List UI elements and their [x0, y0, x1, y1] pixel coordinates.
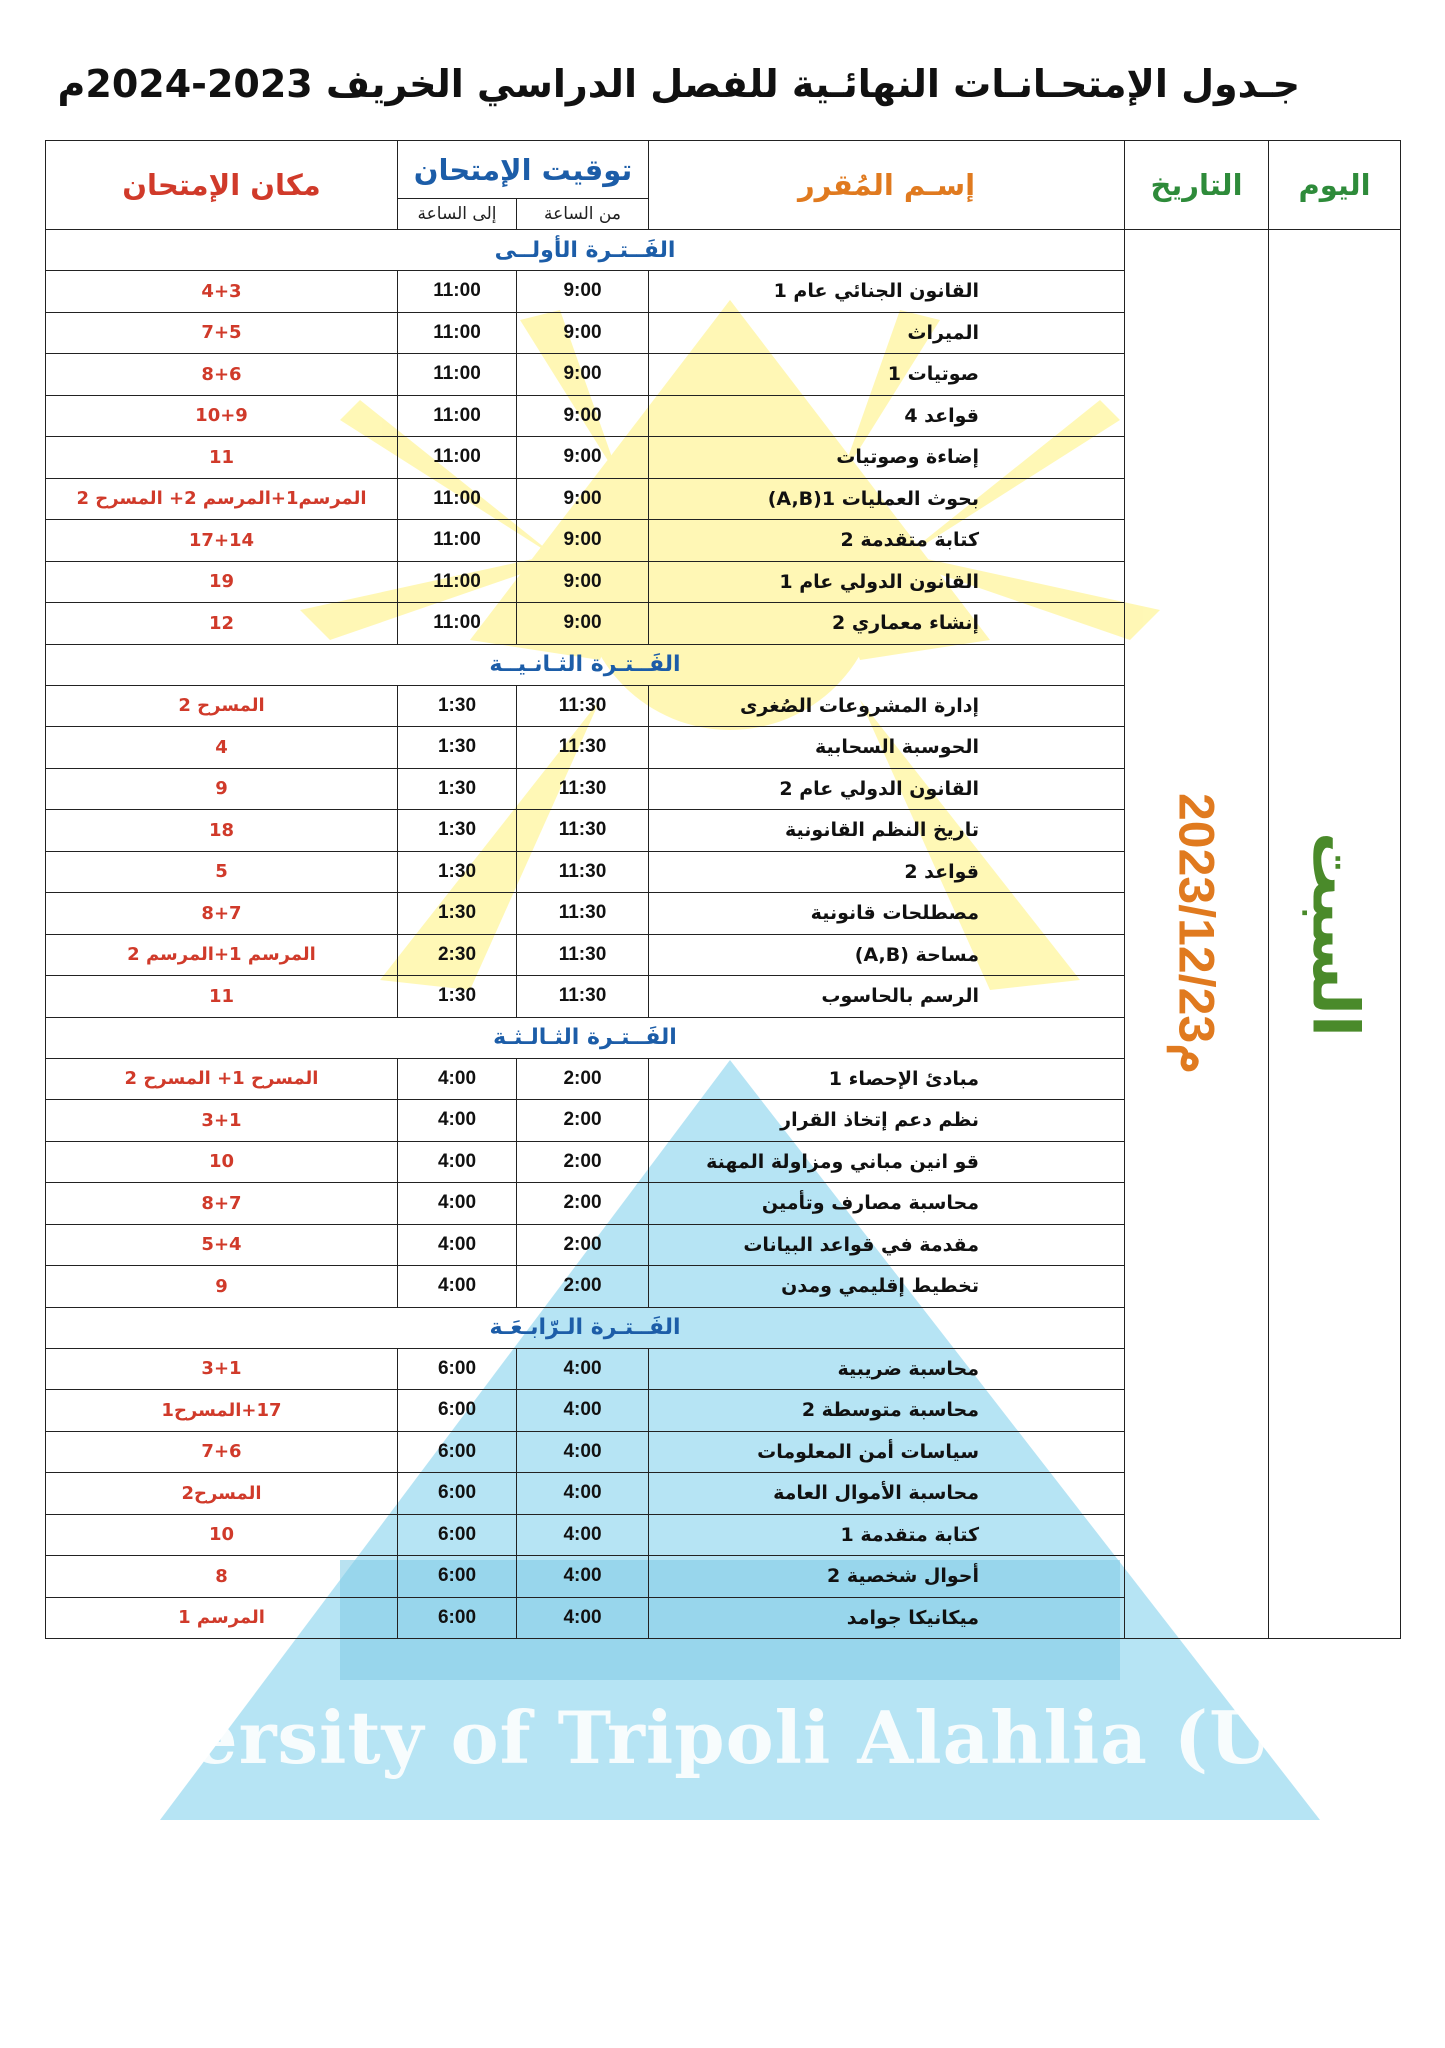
time-to-cell: 11:00: [398, 561, 517, 603]
time-to-cell: 11:00: [398, 437, 517, 479]
time-from-cell: 11:30: [517, 893, 649, 935]
time-from-cell: 2:00: [517, 1266, 649, 1308]
course-cell: الرسم بالحاسوب: [649, 976, 1125, 1018]
day-value: السبت: [1297, 831, 1372, 1037]
place-cell: 11: [46, 976, 398, 1018]
time-to-cell: 11:00: [398, 603, 517, 645]
place-cell: 8+7: [46, 893, 398, 935]
place-cell: المرسم1+المرسم 2+ المسرح 2: [46, 478, 398, 520]
place-cell: 18: [46, 810, 398, 852]
place-cell: 9: [46, 768, 398, 810]
time-from-cell: 9:00: [517, 520, 649, 562]
time-from-cell: 2:00: [517, 1224, 649, 1266]
time-to-cell: 1:30: [398, 685, 517, 727]
time-from-cell: 4:00: [517, 1390, 649, 1432]
course-cell: القانون الدولي عام 2: [649, 768, 1125, 810]
time-from-cell: 11:30: [517, 768, 649, 810]
course-cell: كتابة متقدمة 2: [649, 520, 1125, 562]
time-to-cell: 4:00: [398, 1100, 517, 1142]
date-value: 2023/12/23م: [1168, 793, 1225, 1075]
place-cell: 8: [46, 1556, 398, 1598]
time-from-cell: 9:00: [517, 603, 649, 645]
period-label: [46, 1307, 1125, 1348]
place-cell: 10: [46, 1514, 398, 1556]
time-to-cell: 6:00: [398, 1390, 517, 1432]
period-label-text: الفَــتـرة الـرّابـعَـة: [489, 1315, 681, 1340]
place-cell: 5+4: [46, 1224, 398, 1266]
time-from-cell: 11:30: [517, 976, 649, 1018]
date-cell: [1125, 230, 1269, 1639]
time-to-cell: 4:00: [398, 1141, 517, 1183]
time-to-cell: 4:00: [398, 1058, 517, 1100]
time-to-cell: 1:30: [398, 768, 517, 810]
course-cell: مساحة (A,B): [649, 934, 1125, 976]
time-from-cell: 2:00: [517, 1141, 649, 1183]
header-time: توقيت الإمتحان: [398, 141, 649, 199]
place-cell: 3+1: [46, 1100, 398, 1142]
header-from: من الساعة: [517, 199, 649, 230]
place-cell: 12: [46, 603, 398, 645]
time-to-cell: 11:00: [398, 354, 517, 396]
period-label: [46, 1017, 1125, 1058]
course-cell: قواعد 2: [649, 851, 1125, 893]
course-cell: محاسبة الأموال العامة: [649, 1473, 1125, 1515]
place-cell: 8+7: [46, 1183, 398, 1225]
time-from-cell: 4:00: [517, 1556, 649, 1598]
header-course: إسـم المُقرر: [649, 141, 1125, 230]
course-cell: الميراث: [649, 312, 1125, 354]
time-from-cell: 11:30: [517, 727, 649, 769]
place-cell: 11: [46, 437, 398, 479]
time-from-cell: 2:00: [517, 1058, 649, 1100]
period-label-text: الفَــتـرة الأولــى: [494, 237, 676, 263]
time-from-cell: 11:30: [517, 934, 649, 976]
course-cell: نظم دعم إتخاذ القرار: [649, 1100, 1125, 1142]
place-cell: المرسم 1+المرسم 2: [46, 934, 398, 976]
course-cell: تخطيط إقليمي ومدن: [649, 1266, 1125, 1308]
exam-schedule-table: [45, 140, 1401, 1639]
course-cell: قواعد 4: [649, 395, 1125, 437]
period-row: [46, 230, 1401, 271]
course-cell: بحوث العمليات 1(A,B): [649, 478, 1125, 520]
time-to-cell: 11:00: [398, 478, 517, 520]
place-cell: 9: [46, 1266, 398, 1308]
place-cell: 17+14: [46, 520, 398, 562]
course-cell: إضاءة وصوتيات: [649, 437, 1125, 479]
course-cell: مصطلحات قانونية: [649, 893, 1125, 935]
time-from-cell: 2:00: [517, 1183, 649, 1225]
course-cell: ميكانيكا جوامد: [649, 1597, 1125, 1639]
time-to-cell: 6:00: [398, 1597, 517, 1639]
time-to-cell: 1:30: [398, 851, 517, 893]
time-to-cell: 1:30: [398, 810, 517, 852]
time-from-cell: 4:00: [517, 1597, 649, 1639]
course-cell: القانون الدولي عام 1: [649, 561, 1125, 603]
time-to-cell: 4:00: [398, 1266, 517, 1308]
time-to-cell: 4:00: [398, 1224, 517, 1266]
time-to-cell: 6:00: [398, 1514, 517, 1556]
time-to-cell: 11:00: [398, 271, 517, 313]
place-cell: المسرح 1+ المسرح 2: [46, 1058, 398, 1100]
period-label: [46, 644, 1125, 685]
place-cell: 8+6: [46, 354, 398, 396]
course-cell: كتابة متقدمة 1: [649, 1514, 1125, 1556]
place-cell: المرسم 1: [46, 1597, 398, 1639]
place-cell: 3+1: [46, 1348, 398, 1390]
table-body: [46, 141, 1401, 1639]
header-date: التاريخ: [1125, 141, 1269, 230]
course-cell: سياسات أمن المعلومات: [649, 1431, 1125, 1473]
time-to-cell: 11:00: [398, 520, 517, 562]
time-from-cell: 9:00: [517, 478, 649, 520]
time-to-cell: 1:30: [398, 893, 517, 935]
time-to-cell: 6:00: [398, 1348, 517, 1390]
course-cell: إدارة المشروعات الصُغرى: [649, 685, 1125, 727]
time-from-cell: 4:00: [517, 1473, 649, 1515]
place-cell: 4: [46, 727, 398, 769]
time-to-cell: 11:00: [398, 312, 517, 354]
time-from-cell: 2:00: [517, 1100, 649, 1142]
place-cell: 17+المسرح1: [46, 1390, 398, 1432]
course-cell: القانون الجنائي عام 1: [649, 271, 1125, 313]
course-cell: محاسبة مصارف وتأمين: [649, 1183, 1125, 1225]
time-from-cell: 9:00: [517, 561, 649, 603]
time-to-cell: 6:00: [398, 1556, 517, 1598]
place-cell: 7+6: [46, 1431, 398, 1473]
course-cell: مقدمة في قواعد البيانات: [649, 1224, 1125, 1266]
time-to-cell: 4:00: [398, 1183, 517, 1225]
time-from-cell: 9:00: [517, 354, 649, 396]
place-cell: 10+9: [46, 395, 398, 437]
time-to-cell: 2:30: [398, 934, 517, 976]
period-label-text: الفَــتـرة الثـانـيــة: [489, 652, 681, 677]
time-from-cell: 4:00: [517, 1348, 649, 1390]
header-place: مكان الإمتحان: [46, 141, 398, 230]
time-to-cell: 6:00: [398, 1431, 517, 1473]
watermark-text: University of Tripoli Alahlia (UTA ): [3, 1695, 1442, 1780]
time-from-cell: 4:00: [517, 1431, 649, 1473]
header-day: اليوم: [1269, 141, 1401, 230]
time-from-cell: 11:30: [517, 851, 649, 893]
place-cell: 4+3: [46, 271, 398, 313]
place-cell: المسرح 2: [46, 685, 398, 727]
period-label-text: الفَــتـرة الثـالـثـة: [493, 1025, 677, 1050]
course-cell: أحوال شخصية 2: [649, 1556, 1125, 1598]
time-from-cell: 9:00: [517, 312, 649, 354]
place-cell: 19: [46, 561, 398, 603]
time-to-cell: 1:30: [398, 727, 517, 769]
page-title: جـدول الإمتحـانـات النهائـية للفصل الدراسي الخريف 2023-2024م: [57, 62, 1300, 106]
place-cell: المسرح2: [46, 1473, 398, 1515]
time-from-cell: 9:00: [517, 395, 649, 437]
time-from-cell: 11:30: [517, 685, 649, 727]
course-cell: قو انين مباني ومزاولة المهنة: [649, 1141, 1125, 1183]
time-to-cell: 6:00: [398, 1473, 517, 1515]
course-cell: مبادئ الإحصاء 1: [649, 1058, 1125, 1100]
time-to-cell: 11:00: [398, 395, 517, 437]
period-label: [46, 230, 1125, 271]
course-cell: إنشاء معماري 2: [649, 603, 1125, 645]
place-cell: 5: [46, 851, 398, 893]
day-cell: [1269, 230, 1401, 1639]
header-to: إلى الساعة: [398, 199, 517, 230]
course-cell: محاسبة ضريبية: [649, 1348, 1125, 1390]
place-cell: 7+5: [46, 312, 398, 354]
course-cell: صوتيات 1: [649, 354, 1125, 396]
course-cell: محاسبة متوسطة 2: [649, 1390, 1125, 1432]
place-cell: 10: [46, 1141, 398, 1183]
course-cell: تاريخ النظم القانونية: [649, 810, 1125, 852]
time-from-cell: 9:00: [517, 437, 649, 479]
header-row: [46, 141, 1401, 199]
time-from-cell: 9:00: [517, 271, 649, 313]
time-from-cell: 11:30: [517, 810, 649, 852]
time-from-cell: 4:00: [517, 1514, 649, 1556]
time-to-cell: 1:30: [398, 976, 517, 1018]
course-cell: الحوسبة السحابية: [649, 727, 1125, 769]
